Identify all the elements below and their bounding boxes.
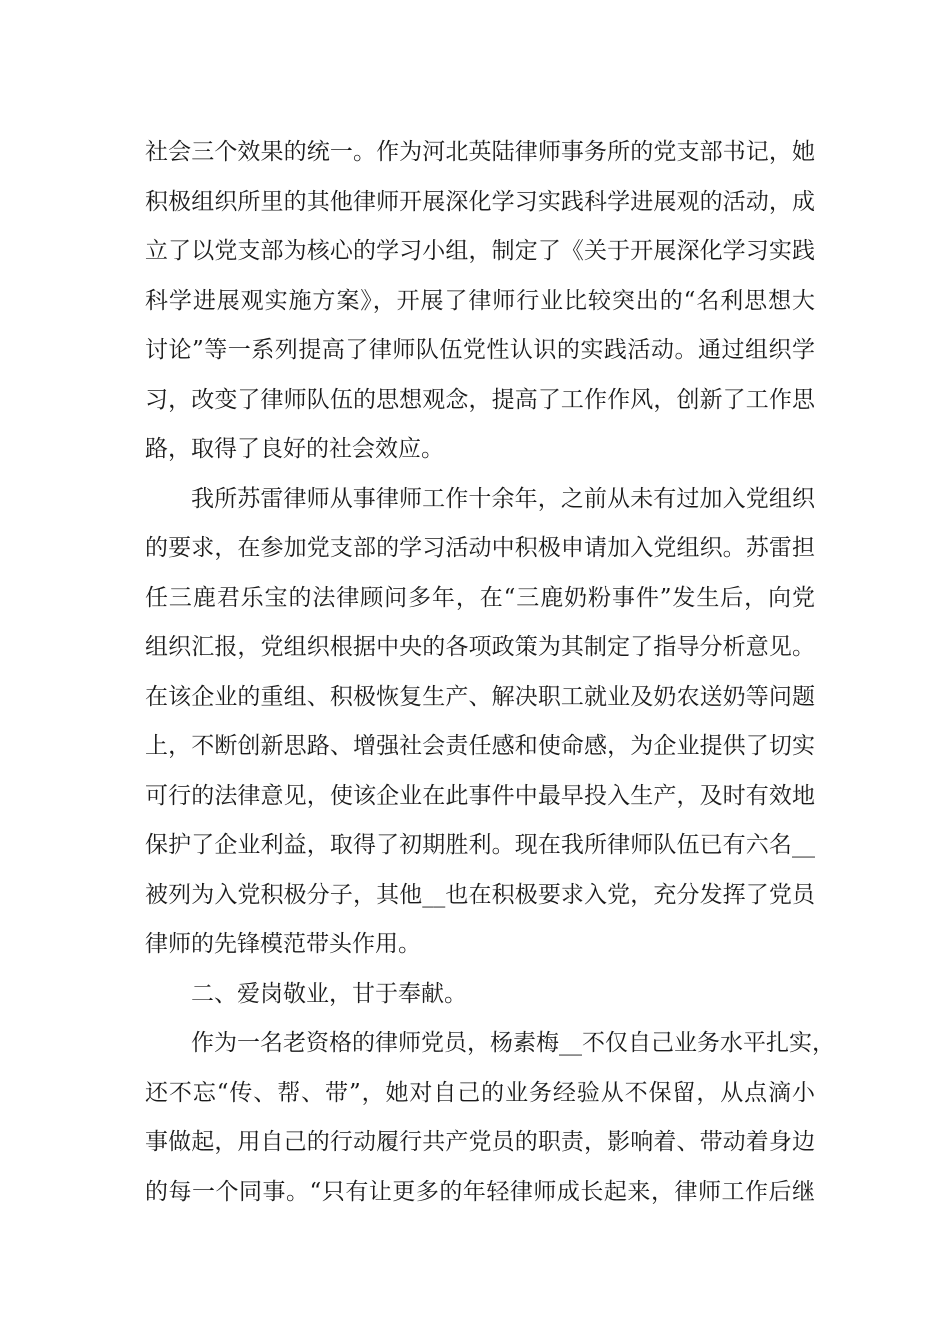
paragraph-line: 事做起，用自己的行动履行共产党员的职责，影响着、带动着身边 bbox=[145, 1129, 815, 1155]
paragraph-line: 科学进展观实施方案》，开展了律师行业比较突出的“名利思想大 bbox=[145, 288, 815, 314]
paragraph-line: 积极组织所里的其他律师开展深化学习实践科学进展观的活动，成 bbox=[145, 189, 815, 215]
paragraph-line: 任三鹿君乐宝的法律顾问多年，在“三鹿奶粉事件”发生后，向党 bbox=[145, 585, 815, 611]
paragraph-line: 还不忘“传、帮、带”，她对自己的业务经验从不保留，从点滴小 bbox=[145, 1080, 815, 1106]
paragraph-line: 作为一名老资格的律师党员，杨素梅__不仅自己业务水平扎实， bbox=[191, 1030, 835, 1056]
paragraph-line: 社会三个效果的统一。作为河北英陆律师事务所的党支部书记，她 bbox=[145, 139, 815, 165]
paragraph-line: 上，不断创新思路、增强社会责任感和使命感，为企业提供了切实 bbox=[145, 733, 815, 759]
paragraph-line: 路，取得了良好的社会效应。 bbox=[145, 436, 444, 462]
section-heading: 二、爱岗敬业，甘于奉献。 bbox=[191, 981, 467, 1007]
paragraph-line: 可行的法律意见，使该企业在此事件中最早投入生产，及时有效地 bbox=[145, 783, 815, 809]
paragraph-line: 我所苏雷律师从事律师工作十余年，之前从未有过加入党组织 bbox=[191, 486, 815, 512]
paragraph-line: 立了以党支部为核心的学习小组，制定了《关于开展深化学习实践 bbox=[145, 238, 815, 264]
paragraph-line: 习，改变了律师队伍的思想观念，提高了工作作风，创新了工作思 bbox=[145, 387, 815, 413]
paragraph-line: 的每一个同事。“只有让更多的年轻律师成长起来，律师工作后继 bbox=[145, 1179, 815, 1205]
paragraph-line: 在该企业的重组、积极恢复生产、解决职工就业及奶农送奶等问题 bbox=[145, 684, 815, 710]
paragraph-line: 律师的先锋模范带头作用。 bbox=[145, 931, 421, 957]
paragraph-line: 被列为入党积极分子，其他__也在积极要求入党，充分发挥了党员 bbox=[145, 882, 815, 908]
paragraph-line: 讨论”等一系列提高了律师队伍党性认识的实践活动。通过组织学 bbox=[145, 337, 815, 363]
paragraph-line: 的要求，在参加党支部的学习活动中积极申请加入党组织。苏雷担 bbox=[145, 535, 815, 561]
paragraph-line: 保护了企业利益，取得了初期胜利。现在我所律师队伍已有六名__ bbox=[145, 832, 815, 858]
paragraph-line: 组织汇报，党组织根据中央的各项政策为其制定了指导分析意见。 bbox=[145, 634, 815, 660]
